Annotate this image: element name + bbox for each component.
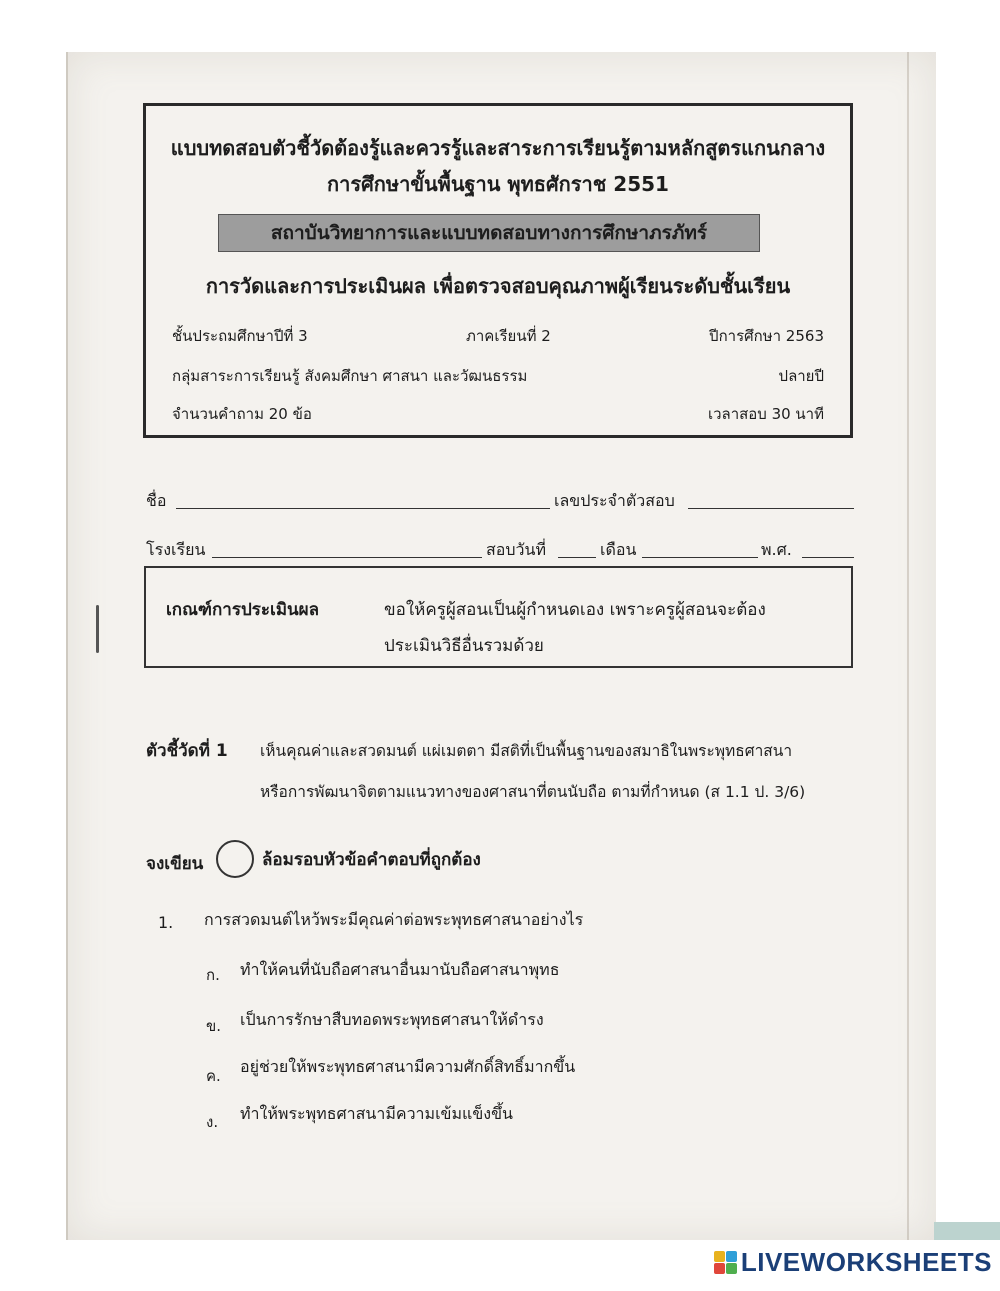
choice-option[interactable]: อยู่ช่วยให้พระพุทธศาสนามีความศักดิ์สิทธิ์มากขึ้น [240,1057,576,1076]
circle-icon [216,840,254,878]
logo-tile [726,1251,737,1262]
logo-tile [714,1251,725,1262]
indicator-label: ตัวชี้วัดที่ 1 [146,741,228,761]
criteria-label: เกณฑ์การประเมินผล [166,600,320,620]
logo-tile [714,1263,725,1274]
criteria-text-line1: ขอให้ครูผู้สอนเป็นผู้กำหนดเอง เพราะครูผู้สอนจะต้อง [384,600,766,620]
choice-option[interactable]: ทำให้คนที่นับถือศาสนาอื่นมานับถือศาสนาพุทธ [240,960,560,979]
paper-fold [907,52,909,1240]
exam-period: ปลายปี [778,367,824,385]
scan-margin [0,0,66,1240]
subject-group: กลุ่มสาระการเรียนรู้ สังคมศึกษา ศาสนา และวัฒนธรรม [172,367,528,385]
criteria-text-line2: ประเมินวิธีอื่นรวมด้วย [384,636,544,656]
month-field[interactable] [642,557,758,558]
liveworksheets-logo-icon [714,1251,737,1274]
pencil-mark [96,605,99,653]
choice-letter: ค. [206,1067,221,1085]
exam-day-field[interactable] [558,557,596,558]
exam-id-field[interactable] [688,508,854,509]
month-label: เดือน [600,540,637,559]
choice-letter: ง. [206,1113,219,1131]
question-count: จำนวนคำถาม 20 ข้อ [172,405,312,423]
exam-time: เวลาสอบ 30 นาที [707,405,824,423]
year-field[interactable] [802,557,854,558]
liveworksheets-watermark [714,1247,992,1278]
exam-header-box [143,103,853,438]
exam-day-label: สอบวันที่ [486,540,546,559]
indicator-text-line1: เห็นคุณค่าและสวดมนต์ แผ่เมตตา มีสติที่เป็นพื้นฐานของสมาธิในพระพุทธศาสนา [260,742,793,760]
name-label: ชื่อ [146,491,167,510]
institute-name: สถาบันวิทยาการและแบบทดสอบทางการศึกษาภรภัทร์ [218,214,760,252]
logo-tile [726,1263,737,1274]
exam-title-line1: แบบทดสอบตัวชี้วัดต้องรู้และควรรู้และสาระการเรียนรู้ตามหลักสูตรแกนกลาง [170,136,826,160]
choice-option[interactable]: เป็นการรักษาสืบทอดพระพุทธศาสนาให้ดำรง [240,1010,544,1029]
watermark-text: LIVEWORKSHEETS [740,1247,992,1277]
indicator-text-line2: หรือการพัฒนาจิตตามแนวทางของศาสนาที่ตนนับถือ ตามที่กำหนด (ส 1.1 ป. 3/6) [260,783,806,801]
assessment-criteria-box [144,566,853,668]
name-field[interactable] [176,508,550,509]
scan-edge [934,1222,1000,1240]
exam-id-label: เลขประจำตัวสอบ [554,491,675,510]
question-text: การสวดมนต์ไหว้พระมีคุณค่าต่อพระพุทธศาสนาอย่างไร [204,910,584,929]
instruction-prefix: จงเขียน [146,854,204,874]
school-field[interactable] [212,557,482,558]
semester: ภาคเรียนที่ 2 [466,327,551,345]
instruction-suffix: ล้อมรอบหัวข้อคำตอบที่ถูกต้อง [262,850,481,870]
choice-letter: ข. [206,1017,222,1035]
school-label: โรงเรียน [146,540,206,559]
exam-title-line2: การศึกษาขั้นพื้นฐาน พุทธศักราช 2551 [327,172,669,196]
choice-letter: ก. [206,966,220,984]
year-label: พ.ศ. [761,540,792,559]
question-number: 1. [158,913,174,932]
measurement-heading: การวัดและการประเมินผล เพื่อตรวจสอบคุณภาพผู้เรียนระดับชั้นเรียน [205,274,791,298]
academic-year: ปีการศึกษา 2563 [709,327,824,345]
grade-level: ชั้นประถมศึกษาปีที่ 3 [172,327,308,345]
choice-option[interactable]: ทำให้พระพุทธศาสนามีความเข้มแข็งขึ้น [240,1104,513,1123]
